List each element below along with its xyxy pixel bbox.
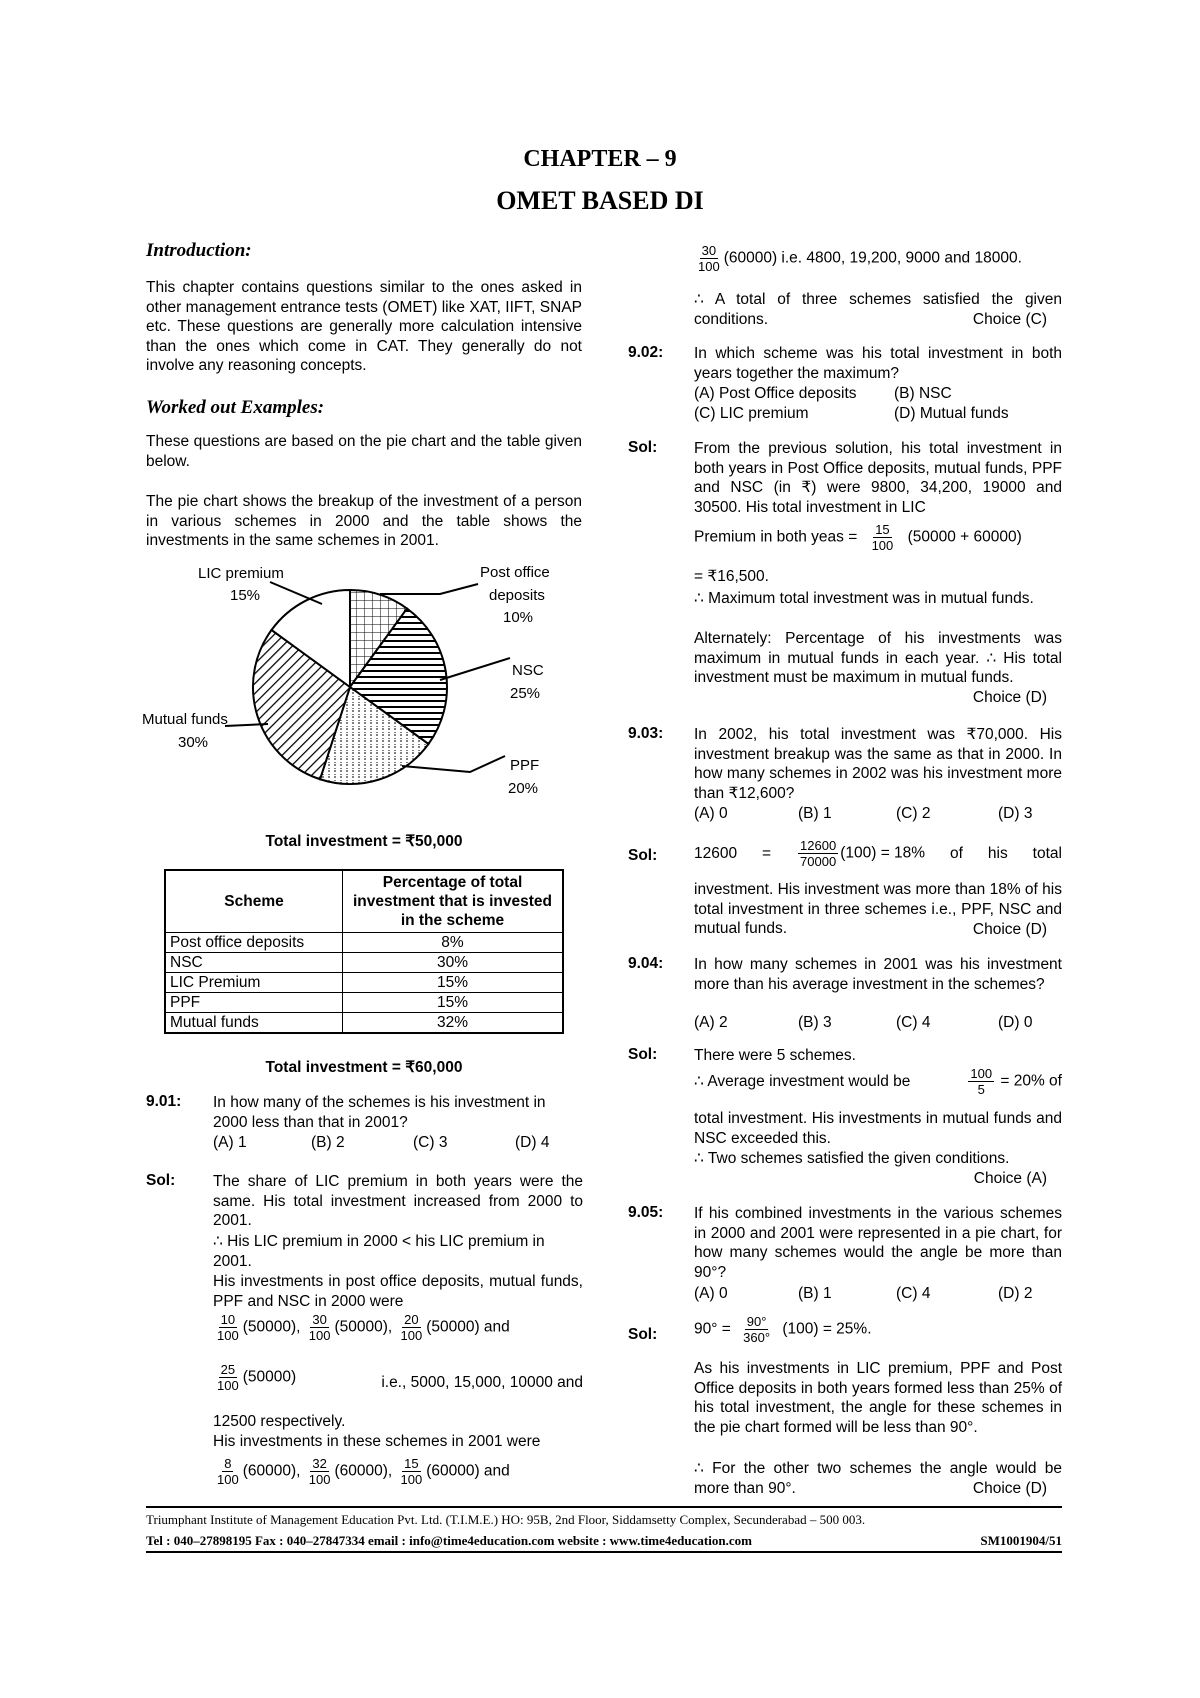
sol902-label: Sol: bbox=[628, 439, 658, 456]
table-header-scheme: Scheme bbox=[165, 870, 343, 932]
table-cell-percentage: 15% bbox=[343, 992, 564, 1012]
table-cell-scheme: NSC bbox=[165, 952, 343, 972]
table-row bbox=[165, 972, 563, 992]
sol901-para-3: His investments in post office deposits, mutual funds, PPF and NSC in 2000 were bbox=[213, 1273, 583, 1310]
sol905-para-3: ∴ For the other two schemes the angle would be more than 90°. bbox=[694, 1460, 1062, 1497]
pie-label-ppf: PPF bbox=[510, 757, 540, 774]
footer-rule-bottom bbox=[146, 1551, 1062, 1553]
pie-label-nsc: NSC bbox=[512, 662, 544, 679]
leader-ppf bbox=[402, 756, 505, 772]
sol903-para-2: investment. His investment was more than 18% of his total investment in three schemes i.e., PPF, NSC and mutual funds. bbox=[694, 881, 1062, 937]
pie-label-post-2: deposits bbox=[489, 587, 545, 604]
q903-option-b: (B) 1 bbox=[798, 805, 832, 822]
q903-number: 9.03: bbox=[628, 725, 664, 742]
sol902-para-4: ∴ Maximum total investment was in mutual funds. bbox=[694, 590, 1034, 607]
sol902-choice: Choice (D) bbox=[972, 689, 1047, 706]
sol901-choice: Choice (C) bbox=[972, 311, 1047, 328]
sol902-para-3: = ₹16,500. bbox=[694, 568, 769, 585]
sol901-fraction-30: $\frac{30}{100}$ (60000) i.e. 4800, 19,200, 9000 and 18000. bbox=[698, 243, 1022, 274]
chapter-title: OMET BASED DI bbox=[496, 186, 704, 215]
sol904-para-4: ∴ Two schemes satisfied the given conditions. bbox=[694, 1150, 1010, 1167]
pie-total: Total investment = ₹50,000 bbox=[265, 833, 463, 850]
sol904-para-1: There were 5 schemes. bbox=[694, 1047, 856, 1064]
sol905-choice: Choice (D) bbox=[972, 1480, 1047, 1497]
q903-options bbox=[694, 804, 1032, 824]
leader-nsc bbox=[440, 658, 510, 680]
q902-number: 9.02: bbox=[628, 344, 664, 361]
footer-address: Triumphant Institute of Management Education Pvt. Ltd. (T.I.M.E.) HO: 95B, 2nd Floor, Siddamsetty Complex, Secunderabad – 500 003. bbox=[146, 1512, 866, 1527]
q905-option-a: (A) 0 bbox=[694, 1285, 728, 1302]
sol901-line-4: i.e., 5000, 15,000, 10000 and bbox=[381, 1374, 583, 1391]
footer-code: SM1001904/51 bbox=[980, 1533, 1062, 1548]
pie-pct-mf: 30% bbox=[178, 734, 209, 751]
sol904-choice: Choice (A) bbox=[973, 1170, 1047, 1187]
q901-option-b: (B) 2 bbox=[311, 1134, 345, 1151]
intro-heading: Introduction: bbox=[146, 240, 252, 261]
sol905-label: Sol: bbox=[628, 1326, 658, 1343]
pie-pct-post: 10% bbox=[503, 609, 534, 626]
sol901-para-4: 12500 respectively. bbox=[213, 1413, 346, 1430]
q903-option-a: (A) 0 bbox=[694, 805, 728, 822]
sol901-fraction-25: $\frac{25}{100}$ (50000) bbox=[217, 1362, 297, 1393]
q902-option-d: (D) Mutual funds bbox=[894, 405, 1009, 422]
intro-paragraph: This chapter contains questions similar to the ones asked in other management entrance tests (OMET) like XAT, IIFT, SNAP etc. These questions are generally more calculation intensive than the ones which come in CAT. They generally do not involve any reasoning concepts. bbox=[146, 279, 582, 374]
q901-text: In how many of the schemes is his investment in 2000 less than that in 2001? bbox=[213, 1094, 546, 1131]
sol902-para-5: Alternately: Percentage of his investments was maximum in mutual funds in each year. ∴ His total investment must be maximum in mutual funds. bbox=[694, 630, 1062, 686]
sol902-formula: Premium in both yeas = $\frac{15}{100}$ (50000 + 60000) bbox=[694, 522, 1022, 553]
sol903-label: Sol: bbox=[628, 847, 658, 864]
table-row bbox=[165, 952, 563, 972]
table-cell-scheme: Post office deposits bbox=[165, 932, 343, 952]
q903-option-c: (C) 2 bbox=[896, 805, 931, 822]
q904-option-a: (A) 2 bbox=[694, 1014, 728, 1031]
q904-option-d: (D) 0 bbox=[998, 1014, 1033, 1031]
chapter-number: CHAPTER – 9 bbox=[523, 146, 677, 172]
footer-contact: Tel : 040–27898195 Fax : 040–27847334 email : info@time4education.com website : www.time4education.com bbox=[146, 1533, 752, 1548]
q902-text: In which scheme was his total investment in both years together the maximum? bbox=[694, 345, 1062, 382]
sol903-choice: Choice (D) bbox=[972, 921, 1047, 938]
q903-text: In 2002, his total investment was ₹70,000. His investment breakup was the same as that in 2000. In how many schemes in 2002 was his investment more than ₹12,600? bbox=[694, 726, 1062, 802]
pie-pct-nsc: 25% bbox=[510, 685, 541, 702]
sol903-formula: 12600 = $\frac{12600}{70000}$ (100) = 18% of his total bbox=[694, 838, 1062, 869]
pie-label-post-1: Post office bbox=[480, 564, 550, 581]
worked-paragraph-1: These questions are based on the pie chart and the table given below. bbox=[146, 433, 582, 470]
q904-number: 9.04: bbox=[628, 955, 664, 972]
q901-option-d: (D) 4 bbox=[515, 1134, 550, 1151]
table-cell-scheme: Mutual funds bbox=[165, 1012, 343, 1033]
q905-options bbox=[694, 1284, 1032, 1304]
table-row bbox=[165, 1012, 563, 1033]
table-cell-percentage: 32% bbox=[343, 1012, 564, 1033]
sol904-label: Sol: bbox=[628, 1046, 658, 1063]
sol905-formula: 90° = $\frac{90^\circ}{360^\circ}$ (100) = 25%. bbox=[694, 1314, 872, 1345]
q905-option-b: (B) 1 bbox=[798, 1285, 832, 1302]
table-cell-percentage: 15% bbox=[343, 972, 564, 992]
leader-post-office bbox=[380, 584, 478, 594]
q901-option-c: (C) 3 bbox=[413, 1134, 448, 1151]
table-row bbox=[165, 992, 563, 1012]
investment-table bbox=[164, 869, 564, 1034]
q904-text: In how many schemes in 2001 was his investment more than his average investment in the schemes? bbox=[694, 956, 1062, 993]
pie-label-lic: LIC premium bbox=[198, 565, 284, 582]
q905-number: 9.05: bbox=[628, 1204, 664, 1221]
sol904-formula: ∴ Average investment would be $\frac{100}{5}$ = 20% of bbox=[694, 1066, 1062, 1097]
sol905-para-2: As his investments in LIC premium, PPF and Post Office deposits in both years formed less than 25% of his total investment, the angle for these schemes in the pie chart formed will be less than 90°. bbox=[694, 1360, 1062, 1436]
q901-options bbox=[213, 1133, 549, 1153]
q902-option-c: (C) LIC premium bbox=[694, 405, 809, 422]
table-cell-scheme: PPF bbox=[165, 992, 343, 1012]
leader-lic bbox=[270, 582, 322, 604]
sol901-para-2: ∴ His LIC premium in 2000 < his LIC premium in 2001. bbox=[213, 1233, 545, 1270]
footer-rule-top bbox=[146, 1506, 1062, 1508]
sol901-para-6: ∴ A total of three schemes satisfied the given conditions. bbox=[694, 291, 1062, 328]
sol904-para-3: total investment. His investments in mutual funds and NSC exceeded this. bbox=[694, 1110, 1062, 1147]
q905-option-c: (C) 4 bbox=[896, 1285, 931, 1302]
table-header-percentage: Percentage of total investment that is invested in the scheme bbox=[343, 870, 564, 932]
q901-option-a: (A) 1 bbox=[213, 1134, 247, 1151]
sol901-label: Sol: bbox=[146, 1172, 176, 1189]
q905-option-d: (D) 2 bbox=[998, 1285, 1033, 1302]
table-cell-percentage: 30% bbox=[343, 952, 564, 972]
sol901-fractions-2001: $\frac{8}{100}$ (60000), $\frac{32}{100}$ (60000), $\frac{15}{100}$ (60000) and bbox=[217, 1456, 510, 1487]
q901-number: 9.01: bbox=[146, 1093, 182, 1110]
pie-chart bbox=[140, 560, 590, 820]
q904-option-c: (C) 4 bbox=[896, 1014, 931, 1031]
q904-options bbox=[694, 1013, 1032, 1033]
pie-label-mf: Mutual funds bbox=[142, 711, 228, 728]
pie-pct-lic: 15% bbox=[230, 587, 261, 604]
sol901-para-5: His investments in these schemes in 2001 were bbox=[213, 1433, 541, 1450]
table-total: Total investment = ₹60,000 bbox=[265, 1059, 463, 1076]
sol901-para-1: The share of LIC premium in both years were the same. His total investment increased from 2000 to 2001. bbox=[213, 1173, 583, 1229]
worked-paragraph-2: The pie chart shows the breakup of the investment of a person in various schemes in 2000 and the table shows the investments in the same schemes in 2001. bbox=[146, 493, 582, 549]
table-row bbox=[165, 932, 563, 952]
q902-option-b: (B) NSC bbox=[894, 385, 952, 402]
sol902-para-1: From the previous solution, his total investment in both years in Post Office deposits, mutual funds, PPF and NSC (in ₹) were 9800, 34,200, 19000 and 30500. His total investment in LIC bbox=[694, 440, 1062, 516]
table-cell-percentage: 8% bbox=[343, 932, 564, 952]
sol901-fractions-2000: $\frac{10}{100}$ (50000), $\frac{30}{100}$ (50000), $\frac{20}{100}$ (50000) and bbox=[217, 1312, 510, 1343]
q903-option-d: (D) 3 bbox=[998, 805, 1033, 822]
q904-option-b: (B) 3 bbox=[798, 1014, 832, 1031]
table-cell-scheme: LIC Premium bbox=[165, 972, 343, 992]
worked-heading: Worked out Examples: bbox=[146, 397, 325, 418]
q902-option-a: (A) Post Office deposits bbox=[694, 385, 857, 402]
q905-text: If his combined investments in the various schemes in 2000 and 2001 were represented in a pie chart, for how many schemes would the angle be more than 90°? bbox=[694, 1205, 1062, 1281]
pie-pct-ppf: 20% bbox=[508, 780, 539, 797]
